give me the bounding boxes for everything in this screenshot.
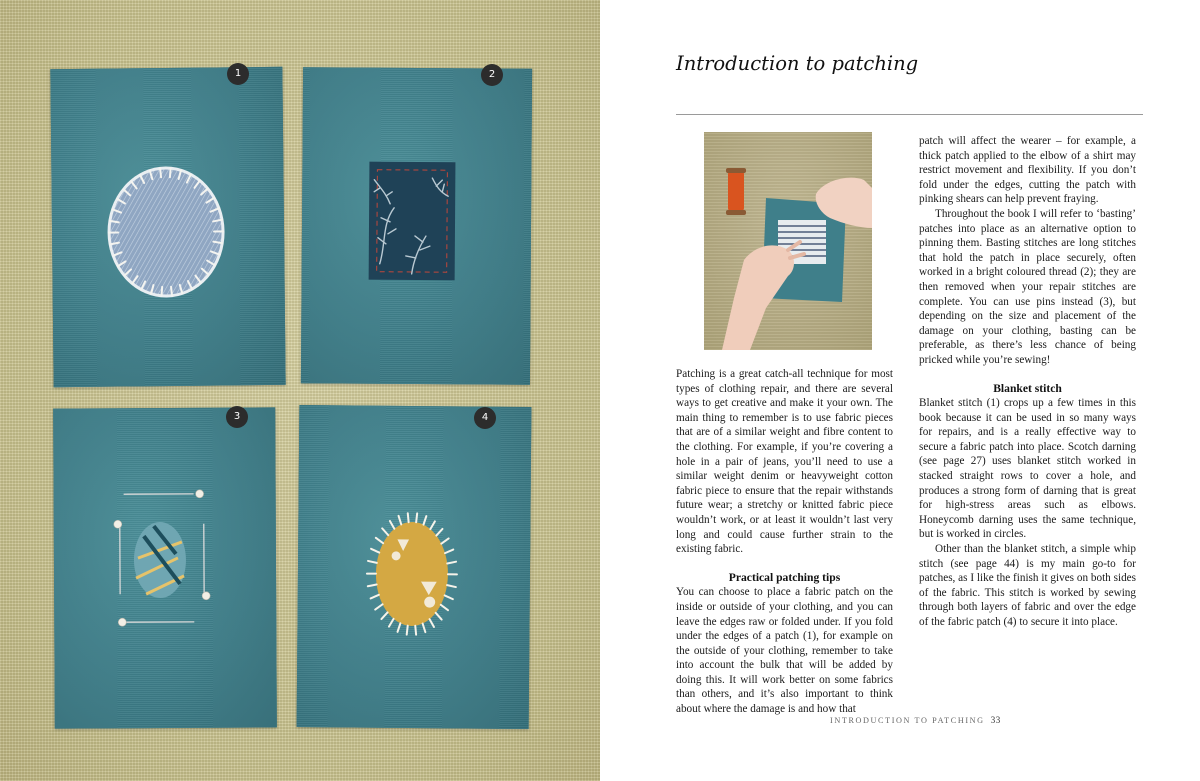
stitch-mark [368,561,377,563]
denim-patch-illustration [50,67,285,387]
stitch-mark [415,626,416,635]
stitch-mark [371,549,379,553]
step-number-badge: 4 [474,407,496,429]
stitch-mark [441,538,448,543]
basting-paragraph: Throughout the book I will refer to ‘basting’ patches into place as an alternative option to pinning them. Basting stitches are long stitches that hold the patch in place securely, often worked in a bright coloured thread (2); they are then removed when your repair stitches are complete. You can use pins instead (3), but depending on the size and placement of the damage on your clothing, basting can be preferable, as there’s less chance of being pricked while you’re sewing! [919,207,1136,366]
mustard-patch-illustration [297,405,532,729]
running-head: INTRODUCTION TO PATCHING [830,716,985,725]
stitch-mark [430,521,435,529]
text-column-right [919,134,1136,630]
stitch-mark [408,513,409,522]
stitch-mark [161,287,162,296]
stitch-mark [447,562,456,564]
stitch-mark [407,626,408,635]
step-number-badge: 3 [226,406,248,428]
swatch-blanket-stitch [50,67,285,387]
stitch-mark [376,538,383,543]
stitch-mark [429,619,434,627]
stitch-mark [381,612,387,619]
stitch-mark [371,595,379,599]
stitch-mark [445,595,453,599]
swatch-whip-stitch [297,405,532,729]
step-number-badge: 2 [481,64,503,86]
stitch-mark [416,513,417,522]
pinned-patch-illustration [53,407,277,728]
inset-photo-hands [704,132,872,350]
blanket-stitch-paragraph: Blanket stitch (1) crops up a few times in this book because it can be used in so many ways for repairs, and is a really effective way to secure a fabric patch into place. Scotch darning (see page 27) uses blanket stitch worked in stacked straight rows to cover a hole, and produces a strong form of darning that is great for high-stress areas such as elbows. Honeycomb darning uses the same technique, but is worked in circles. [919,397,1136,541]
stitch-mark [436,613,442,620]
title-rule [676,114,1143,115]
section-heading-blanket-stitch: Blanket stitch [993,381,1062,395]
page-footer [830,715,1001,725]
step-number-badge: 1 [227,63,249,85]
stitch-mark [423,624,426,633]
swatch-pinned [53,407,277,728]
stitch-mark [389,619,394,627]
stitch-mark [368,584,377,586]
text-column-left [676,367,893,717]
stitch-mark [390,521,395,529]
stitch-mark [441,605,448,610]
tips-paragraph: You can choose to place a fabric patch on the inside or outside of your clothing, and you can leave the edges raw or folded under. If you fold under the edges of a patch (1), for example on the outside of your clothing, remember to take into account the bulk that will be added by doing this. It will work better on some fabrics than others, and it’s also important to think about where the damage is and how that [676,586,893,716]
hands-sewing-illustration [704,132,872,350]
stitch-mark [375,604,382,609]
floral-patch-illustration [301,67,532,385]
stitch-mark [382,528,388,535]
stitch-mark [436,529,442,536]
continued-paragraph: patch will affect the wearer – for example, a thick patch applied to the elbow of a shirt may restrict movement and flexibility. If you don’t fold under the edges, cutting the patch with pinking shears can help prevent fraying. [919,135,1136,206]
whip-stitch-paragraph: Other than the blanket stitch, a simple whip stitch (see page 44) is my main go-to for patches, as I like the finish it gives on both sides of the fabric. This stitch is worked by sewing through both layers of fabric and over the edge of the fabric patch (4) to secure it into place. [919,543,1136,628]
page-title: Introduction to patching [676,52,919,75]
stitch-mark [447,585,456,587]
stitch-mark [170,168,171,177]
page-number: 33 [990,715,1001,725]
swatch-basting [301,67,532,385]
stitch-mark [171,287,172,296]
stitch-mark [160,168,161,177]
stitch-mark [398,516,401,525]
stitch-mark [445,549,453,553]
section-heading-practical-tips: Practical patching tips [728,570,841,584]
intro-paragraph: Patching is a great catch-all technique for most types of clothing repair, and there are several ways to get creative and make it your own. The main thing to remember is to use fabric pieces that are of a similar weight and fibre content to the clothing. For example, if you’re covering a hole in a pair of jeans, you’ll need to use a similar weight denim or heavyweight cotton fabric piece to ensure that the repair withstands future wear; a stretchy or knitted fabric piece wouldn’t work, or at least it wouldn’t last very long and could cause further strain to the existing fabric. [676,368,893,556]
stitch-mark [398,623,401,632]
stitch-mark [423,516,426,525]
